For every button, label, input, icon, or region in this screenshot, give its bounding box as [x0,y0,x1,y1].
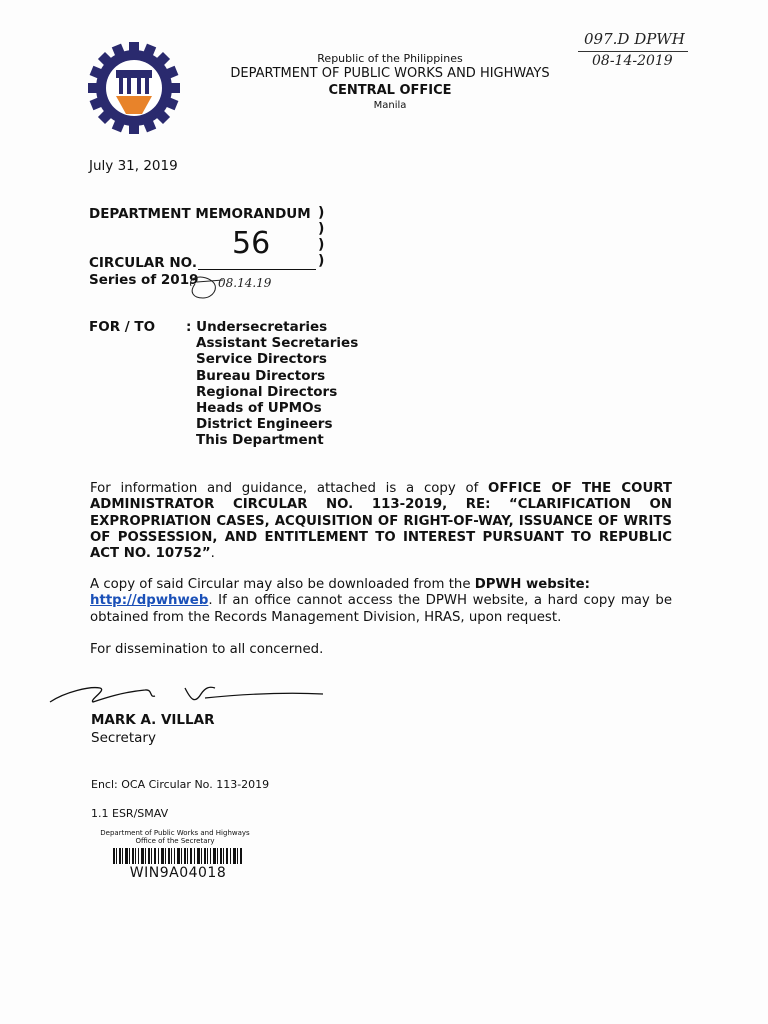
memo-title: DEPARTMENT MEMORANDUM [89,206,311,222]
circular-label: CIRCULAR NO. [89,255,197,271]
recipient-item: District Engineers [196,416,333,433]
handwritten-series-note: 08.14.19 [218,276,272,290]
bracket-mark: ) [318,253,325,269]
signature-icon [45,674,335,714]
bracket-mark: ) [318,205,325,221]
circular-underline [198,269,316,270]
enclosure-note: Encl: OCA Circular No. 113-2019 [91,778,270,791]
recipient-item: Regional Directors [196,383,338,400]
signatory-title: Secretary [91,730,156,746]
recipients-label: FOR / TO [89,319,156,335]
signatory-name: MARK A. VILLAR [91,712,215,728]
recipient-item: Bureau Directors [196,367,326,384]
barcode-icon [113,848,243,864]
stamp-line-2: Office of the Secretary [135,837,215,845]
dpwh-website-link[interactable]: http://dpwhweb [90,593,209,609]
stamp-line-1: Department of Public Works and Highways [100,829,250,837]
reference-initials: 1.1 ESR/SMAV [91,807,169,820]
recipient-item: : Undersecretaries [186,319,328,335]
header-office: CENTRAL OFFICE [328,83,452,98]
handwritten-divider [578,51,688,52]
recipient-item: Service Directors [196,351,327,368]
circular-number: 56 [232,226,271,261]
memo-date: July 31, 2019 [89,158,178,174]
handwritten-code: 097.D DPWH [584,30,685,48]
dpwh-logo-icon [86,40,182,136]
header-city: Manila [373,100,407,111]
header-department: DEPARTMENT OF PUBLIC WORKS AND HIGHWAYS [230,66,550,81]
body-paragraph-2: A copy of said Circular may also be downloaded from the DPWH website: http://dpwhweb. If an office cannot access the DPWH website, a hard copy may be obtained from the Records Management Division, HRAS, upon request. [90,577,672,625]
header-republic: Republic of the Philippines [317,52,463,65]
bracket-mark: ) [318,237,325,253]
bracket-mark: ) [318,221,325,237]
barcode-text: WIN9A04018 [129,865,227,881]
handwritten-received-date: 08-14-2019 [592,53,673,69]
series-label: Series of 2019 [89,272,199,288]
recipient-item: This Department [196,432,324,449]
stamp-office [100,829,250,845]
recipient-item: Heads of UPMOs [196,400,322,417]
body-paragraph-3: For dissemination to all concerned. [90,642,324,657]
recipients-list [186,319,358,449]
body-paragraph-1: For information and guidance, attached is a copy of OFFICE OF THE COURT ADMINISTRATOR CIRCULAR NO. 113-2019, RE: “CLARIFICATION ON EXPROPRIATION CASES, ACQUISITION OF RIGHT-OF-WAY, ISSUANCE OF WRITS OF POSSESSION, AND ENTITLEMENT TO INTEREST PURSUANT TO REPUBLIC ACT NO. 10752”. [90,481,672,562]
recipient-item: Assistant Secretaries [196,335,359,352]
